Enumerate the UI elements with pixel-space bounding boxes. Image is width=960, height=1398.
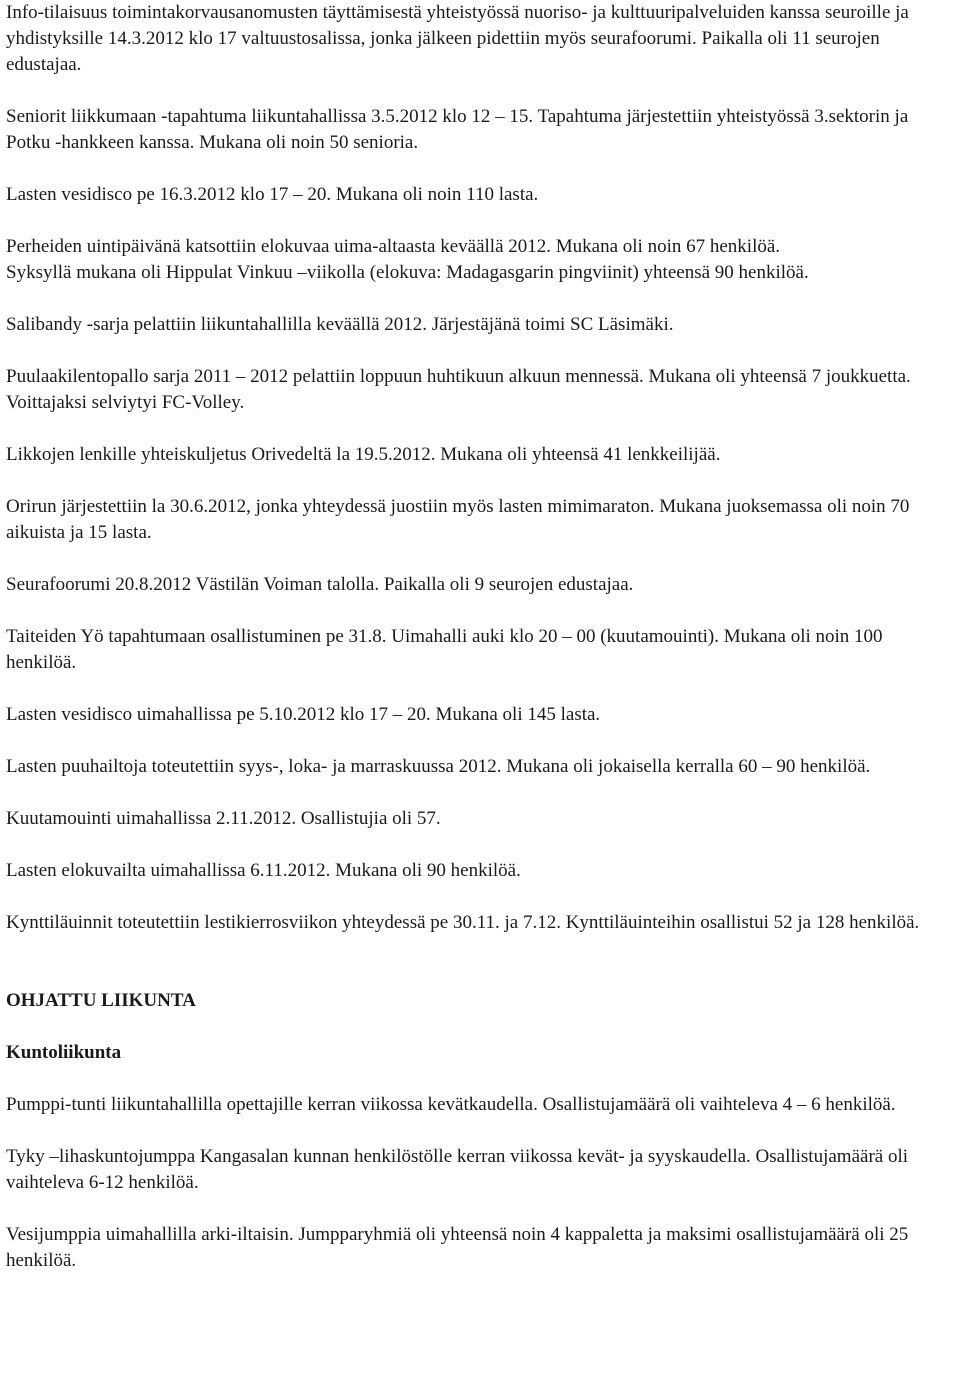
paragraph-kuutamouinti: Kuutamouinti uimahallissa 2.11.2012. Osallistujia oli 57. [6, 808, 441, 829]
paragraph-seniorit: Seniorit liikkumaan -tapahtuma liikuntahallissa 3.5.2012 klo 12 – 15. Tapahtuma järjestettiin yhteistyössä 3.sektorin ja Potku -hankkeen kanssa. Mukana oli noin 50 senioria. [6, 106, 909, 153]
paragraph-vesijumppa: Vesijumppia uimahallilla arki-iltaisin. Jumpparyhmiä oli yhteensä noin 4 kappaletta ja maksimi osallistujamäärä oli 25 henkilöä. [6, 1224, 909, 1271]
paragraph-info-tilaisuus: Info-tilaisuus toimintakorvausanomusten täyttämisestä yhteistyössä nuoriso- ja kulttuuripalveluiden kanssa seuroille ja yhdistyksille 14.3.2012 klo 17 valtuustosalissa, jonka jälkeen pidettiin myös seurafoorumi. Paikalla oli 11 seurojen edustajaa. [6, 2, 909, 75]
paragraph-lasten-vesidisco: Lasten vesidisco pe 16.3.2012 klo 17 – 20. Mukana oli noin 110 lasta. [6, 184, 539, 205]
paragraph-hippulat-vinkuu: Syksyllä mukana oli Hippulat Vinkuu –viikolla (elokuva: Madagasgarin pingviinit) yhteensä 90 henkilöä. [6, 262, 809, 283]
paragraph-orirun: Orirun järjestettiin la 30.6.2012, jonka yhteydessä juostiin myös lasten mimimaraton. Mukana juoksemassa oli noin 70 aikuista ja 15 lasta. [6, 496, 910, 543]
paragraph-kynttilauinnit: Kynttiläuinnit toteutettiin lestikierrosviikon yhteydessä pe 30.11. ja 7.12. Kynttiläuinteihin osallistui 52 ja 128 henkilöä. [6, 912, 920, 933]
paragraph-perheiden-uintipaiva: Perheiden uintipäivänä katsottiin elokuvaa uima-altaasta keväällä 2012. Mukana oli noin 67 henkilöä. [6, 236, 781, 257]
section-heading: OHJATTU LIIKUNTA [6, 990, 196, 1011]
section-subheading: Kuntoliikunta [6, 1042, 122, 1063]
paragraph-tyky-jumppa: Tyky –lihaskuntojumppa Kangasalan kunnan henkilöstölle kerran viikossa kevät- ja syyskaudella. Osallistujamäärä oli vaihteleva 6-12 henkilöä. [6, 1146, 909, 1193]
paragraph-lasten-puuhaillat: Lasten puuhailtoja toteutettiin syys-, loka- ja marraskuussa 2012. Mukana oli jokaisella kerralla 60 – 90 henkilöä. [6, 756, 871, 777]
paragraph-seurafoorumi: Seurafoorumi 20.8.2012 Västilän Voiman talolla. Paikalla oli 9 seurojen edustajaa. [6, 574, 634, 595]
paragraph-lasten-vesidisco-lokakuu: Lasten vesidisco uimahallissa pe 5.10.2012 klo 17 – 20. Mukana oli 145 lasta. [6, 704, 601, 725]
paragraph-likkojen-lenkki: Likkojen lenkille yhteiskuljetus Orivedeltä la 19.5.2012. Mukana oli yhteensä 41 lenkkeilijää. [6, 444, 721, 465]
paragraph-salibandy: Salibandy -sarja pelattiin liikuntahallilla keväällä 2012. Järjestäjänä toimi SC Läsimäki. [6, 314, 674, 335]
paragraph-lasten-elokuvailta: Lasten elokuvailta uimahallissa 6.11.2012. Mukana oli 90 henkilöä. [6, 860, 521, 881]
paragraph-pumppi-tunti: Pumppi-tunti liikuntahallilla opettajille kerran viikossa kevätkaudella. Osallistujamäärä oli vaihteleva 4 – 6 henkilöä. [6, 1094, 896, 1115]
paragraph-taiteiden-yo: Taiteiden Yö tapahtumaan osallistuminen pe 31.8. Uimahalli auki klo 20 – 00 (kuutamouinti). Mukana oli noin 100 henkilöä. [6, 626, 883, 673]
paragraph-puulaakilentopallo: Puulaakilentopallo sarja 2011 – 2012 pelattiin loppuun huhtikuun alkuun mennessä. Mukana oli yhteensä 7 joukkuetta. Voittajaksi selviytyi FC-Volley. [6, 366, 911, 413]
